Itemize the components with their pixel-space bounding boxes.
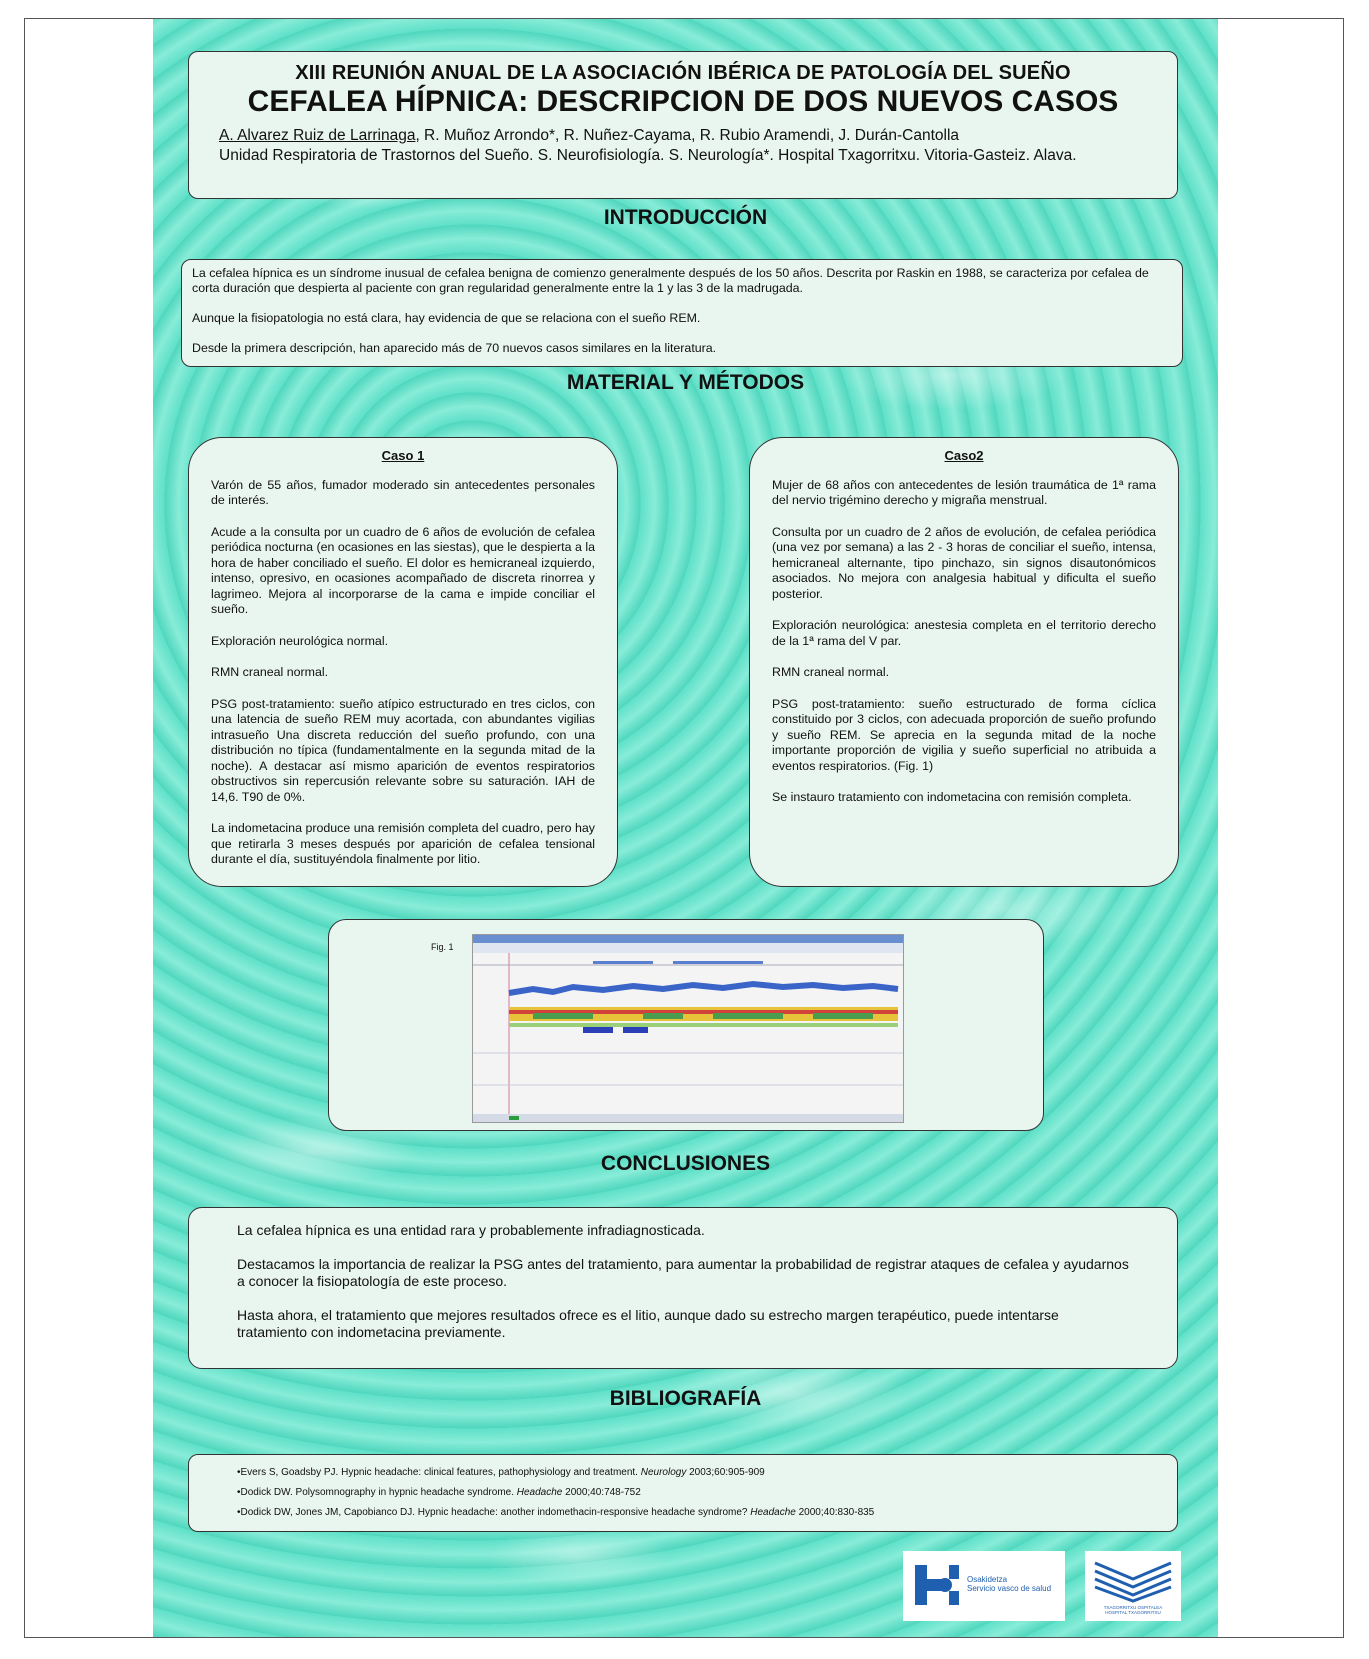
hospital-name: TXAGORRITXU OSPITALEA bbox=[1103, 1605, 1163, 1610]
authors bbox=[219, 127, 1153, 145]
intro-paragraph: Desde la primera descripción, han aparecido más de 70 nuevos casos similares en la literatura. bbox=[192, 341, 717, 355]
case2-title: Caso2 bbox=[944, 448, 984, 463]
osakidetza-logo bbox=[903, 1551, 1065, 1621]
case1-paragraph: Acude a la consulta por un cuadro de 6 años de evolución de cefalea periódica nocturna (en ocasiones en las siestas), que le despierta a la hora de haber conciliado el sueño. El dolor es hemicraneal izquierdo, intenso, opresivo, en ocasiones acompañado de discreta rinorrea y lagrimeo. Mejora al incorporarse de la cama e impide conciliar el sueño. bbox=[211, 524, 595, 616]
other-authors: , R. Muñoz Arrondo*, R. Nuñez-Cayama, R. Rubio Aramendi, J. Durán-Cantolla bbox=[415, 127, 960, 144]
case1-paragraph: La indometacina produce una remisión completa del cuadro, pero hay que retirarla 3 meses después por aparición de cefalea tensional durante el día, sustituyéndola finalmente por litio. bbox=[211, 821, 595, 866]
case2-box bbox=[749, 437, 1179, 887]
section-intro-title: INTRODUCCIÓN bbox=[603, 206, 768, 229]
case1-paragraph: RMN craneal normal. bbox=[211, 665, 329, 679]
bibliography-item: •Dodick DW. Polysomnography in hypnic headache syndrome. Headache 2000;40:748-752 bbox=[237, 1487, 641, 1498]
poster-header bbox=[188, 51, 1178, 199]
conclusions-box bbox=[188, 1207, 1178, 1369]
case2-paragraph: Exploración neurológica: anestesia completa en el territorio derecho de la 1ª rama del V par. bbox=[772, 618, 1156, 648]
intro-box bbox=[181, 259, 1183, 367]
meeting-name: XIII REUNIÓN ANUAL DE LA ASOCIACIÓN IBÉRICA DE PATOLOGÍA DEL SUEÑO bbox=[295, 62, 1071, 84]
affiliation: Unidad Respiratoria de Trastornos del Sueño. S. Neurofisiología. S. Neurología*. Hospital Txagorritxu. Vitoria-Gasteiz. Alava. bbox=[219, 147, 1077, 164]
poster bbox=[153, 19, 1218, 1637]
figure-box bbox=[328, 919, 1044, 1131]
case2-paragraph: PSG post-tratamiento: sueño estructurado de forma cíclica constituido por 3 ciclos, con adecuada proporción de sueño profundo y sueño REM. Se aprecia en la segunda mitad de la noche importante proporción de vigilia y sueño superficial no atribuida a eventos respiratorios. (Fig. 1) bbox=[772, 696, 1156, 773]
bibliography-box bbox=[188, 1454, 1178, 1532]
case2-paragraph: Consulta por un cuadro de 2 años de evolución, de cefalea periódica (una vez por semana) a las 2 - 3 horas de conciliar el sueño, intensa, hemicraneal alternante, tipo pinchazo, sin signos disautonómicos asociados. No mejora con analgesia habitual y dificulta el sueño posterior. bbox=[772, 524, 1156, 601]
hospital-logo bbox=[1085, 1551, 1181, 1621]
hospital-subtitle: HOSPITAL TXAGORRITXU bbox=[1105, 1610, 1161, 1615]
poster-title: CEFALEA HÍPNICA: DESCRIPCION DE DOS NUEVOS CASOS bbox=[247, 85, 1119, 118]
intro-paragraph: La cefalea hípnica es un síndrome inusual de cefalea benigna de comienzo generalmente después de los 50 años. Descrita por Raskin en 1988, se caracteriza por cefalea de corta duración que despierta al paciente con gran regularidad generalmente entre la 1 y las 3 de la madrugada. bbox=[192, 266, 1149, 295]
case1-title: Caso 1 bbox=[381, 448, 425, 463]
psg-hypnogram-figure bbox=[472, 934, 904, 1123]
case1-box bbox=[188, 437, 618, 887]
section-methods-title: MATERIAL Y MÉTODOS bbox=[566, 371, 805, 394]
case2-paragraph: RMN craneal normal. bbox=[772, 665, 890, 679]
case2-paragraph: Mujer de 68 años con antecedentes de lesión traumática de 1ª rama del nervio trigémino derecho y migraña menstrual. bbox=[772, 477, 1156, 507]
osakidetza-name: Osakidetza bbox=[967, 1575, 1008, 1584]
osakidetza-subtitle: Servicio vasco de salud bbox=[967, 1584, 1052, 1593]
first-author: A. Alvarez Ruiz de Larrinaga bbox=[219, 127, 416, 144]
conclusion-paragraph: Hasta ahora, el tratamiento que mejores resultados ofrece es el litio, aunque dado su estrecho margen terapéutico, puede intentarse tratamiento con indometacina previamente. bbox=[237, 1307, 1059, 1340]
psg-screenshot-graphic bbox=[473, 935, 903, 1122]
conclusion-paragraph: Destacamos la importancia de realizar la PSG antes del tratamiento, para aumentar la probabilidad de registrar ataques de cefalea y ayudarnos a conocer la fisiopatología de este proceso. bbox=[237, 1256, 1129, 1289]
case1-paragraph: Varón de 55 años, fumador moderado sin antecedentes personales de interés. bbox=[211, 477, 595, 507]
case2-paragraph: Se instauro tratamiento con indometacina con remisión completa. bbox=[772, 790, 1132, 804]
intro-paragraph: Aunque la fisiopatologia no está clara, hay evidencia de que se relaciona con el sueño REM. bbox=[192, 311, 701, 325]
bibliography-item: •Dodick DW, Jones JM, Capobianco DJ. Hypnic headache: another indomethacin-responsive headache syndrome? Headache 2000;40:830-835 bbox=[237, 1507, 875, 1518]
bibliography-item: •Evers S, Goadsby PJ. Hypnic headache: clinical features, pathophysiology and treatment. Neurology 2003;60:905-909 bbox=[237, 1467, 765, 1478]
case1-paragraph: PSG post-tratamiento: sueño atípico estructurado en tres ciclos, con una latencia de sueño REM muy acortada, con abundantes vigilias intrasueño Una discreta reducción del sueño profundo, con una distribución no típica (fundamentalmente en la segunda mitad de la noche). A destacar así mismo aparición de eventos respiratorios obstructivos sin repercusión relevante sobre su saturación. IAH de 14,6. T90 de 0%. bbox=[211, 696, 595, 804]
section-bibliography-title: BIBLIOGRAFÍA bbox=[609, 1387, 762, 1410]
section-conclusions-title: CONCLUSIONES bbox=[600, 1152, 771, 1175]
case1-paragraph: Exploración neurológica normal. bbox=[211, 633, 389, 648]
figure-label: Fig. 1 bbox=[431, 942, 454, 952]
conclusion-paragraph: La cefalea hípnica es una entidad rara y probablemente infradiagnosticada. bbox=[237, 1222, 705, 1238]
